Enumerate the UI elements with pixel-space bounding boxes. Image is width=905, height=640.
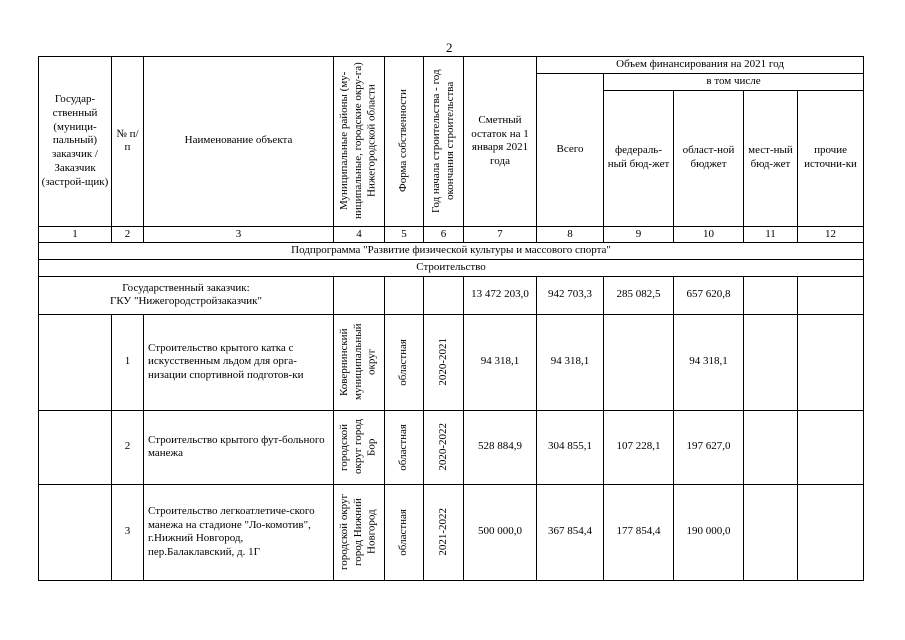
row-regional: 197 627,0 [674,410,744,484]
row-local [744,410,798,484]
col-number: 1 [39,226,112,243]
row-years-text: 2020-2022 [436,423,449,472]
row-years [424,314,464,410]
summary-other [798,276,864,314]
header-years [424,57,464,227]
header-balance: Сметный остаток на 1 января 2021 года [464,57,537,227]
header-name: Наименование объекта [144,57,334,227]
row-balance: 94 318,1 [464,314,537,410]
row-total: 367 854,4 [537,484,604,580]
row-other [798,410,864,484]
column-number-row [39,226,864,243]
summary-years [424,276,464,314]
row-district-text: городской округ город Нижний Новгород [338,494,378,571]
col-number: 11 [744,226,798,243]
investment-table [38,56,864,581]
row-federal: 107 228,1 [604,410,674,484]
row-district [334,484,385,580]
summary-federal: 285 082,5 [604,276,674,314]
row-years [424,410,464,484]
table-row [39,410,864,484]
summary-customer-line1: Государственный заказчик: [122,281,250,294]
section-title: Строительство [39,260,864,277]
row-district [334,314,385,410]
summary-regional: 657 620,8 [674,276,744,314]
row-ownership [385,484,424,580]
summary-customer-line2: ГКУ "Нижегородстройзаказчик" [109,295,263,308]
row-balance: 528 884,9 [464,410,537,484]
row-total: 304 855,1 [537,410,604,484]
header-num: № п/п [112,57,144,227]
row-num: 1 [112,314,144,410]
row-ownership-text: областная [397,338,410,386]
col-number: 3 [144,226,334,243]
table-row [39,314,864,410]
summary-balance: 13 472 203,0 [464,276,537,314]
col-number: 4 [334,226,385,243]
summary-district [334,276,385,314]
row-years-text: 2021-2022 [436,508,449,557]
row-ownership-text: областная [397,508,410,556]
summary-row [39,276,864,314]
header-funding: Объем финансирования на 2021 год [537,57,864,74]
row-customer [39,484,112,580]
header-district-text: Муниципальные районы (му-ниципальные, городские окру-га) Нижегородской области [338,62,378,220]
row-local [744,314,798,410]
summary-local [744,276,798,314]
row-name: Строительство легкоатлетиче-ского манежа на стадионе "Ло-комотив", г.Нижний Новгород, пер.Балаклавский, д. 1Г [144,484,334,580]
header-regional: област-ной бюджет [674,90,744,226]
row-ownership-text: областная [397,423,410,471]
row-ownership [385,314,424,410]
table-row [39,484,864,580]
col-number: 7 [464,226,537,243]
row-local [744,484,798,580]
row-district-text: городской округ город Бор [338,419,378,475]
col-number: 6 [424,226,464,243]
row-other [798,314,864,410]
row-federal [604,314,674,410]
summary-total: 942 703,3 [537,276,604,314]
header-ownership [385,57,424,227]
summary-ownership [385,276,424,314]
header-federal: федераль-ный бюд-жет [604,90,674,226]
row-other [798,484,864,580]
row-regional: 190 000,0 [674,484,744,580]
row-num: 3 [112,484,144,580]
row-name: Строительство крытого фут-больного манежа [144,410,334,484]
row-district-text: Ковернинский муниципальный округ [338,323,378,401]
row-years-text: 2020-2021 [436,338,449,387]
col-number: 12 [798,226,864,243]
row-regional: 94 318,1 [674,314,744,410]
col-number: 9 [604,226,674,243]
col-number: 10 [674,226,744,243]
header-years-text: Год начала строительства - год окончания строительства [429,69,456,214]
row-customer [39,314,112,410]
header-total: Всего [537,73,604,226]
row-district [334,410,385,484]
header-local: мест-ный бюд-жет [744,90,798,226]
row-customer [39,410,112,484]
header-customer: Государ-ственный (муници-пальный) заказчик / Заказчик (застрой-щик) [39,57,112,227]
row-years [424,484,464,580]
page-number: 2 [446,40,453,55]
row-federal: 177 854,4 [604,484,674,580]
summary-customer [39,276,334,314]
row-balance: 500 000,0 [464,484,537,580]
header-ownership-text: Форма собственности [397,89,410,193]
subprogram-title: Подпрограмма "Развитие физической культуры и массового спорта" [39,243,864,260]
header-including: в том числе [604,73,864,90]
col-number: 5 [385,226,424,243]
header-district [334,57,385,227]
col-number: 8 [537,226,604,243]
row-num: 2 [112,410,144,484]
header-other: прочие источни-ки [798,90,864,226]
row-ownership [385,410,424,484]
row-name: Строительство крытого катка с искусственным льдом для орга-низации спортивной подготов-ки [144,314,334,410]
col-number: 2 [112,226,144,243]
row-total: 94 318,1 [537,314,604,410]
